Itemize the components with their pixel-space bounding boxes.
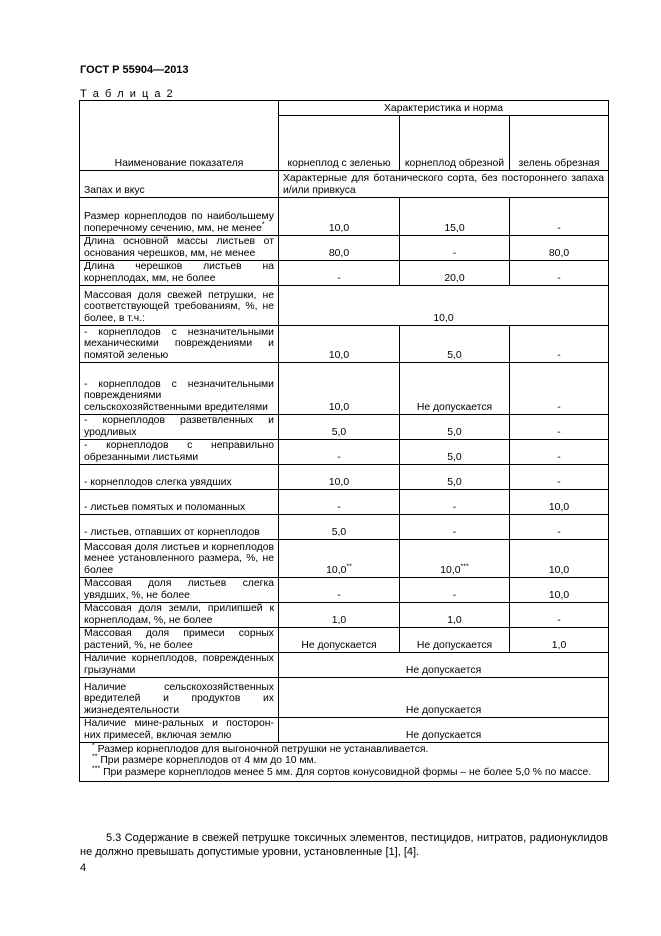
table-row <box>80 540 609 578</box>
row-value-text: 5,0 <box>447 451 462 463</box>
row-value-text: - <box>557 614 561 626</box>
row-name <box>80 363 279 415</box>
table-body <box>80 101 609 782</box>
row-value-text: - <box>557 451 561 463</box>
group-header: Характеристика и норма <box>279 101 609 116</box>
footnote-mark: *** <box>460 563 469 571</box>
row-value <box>400 326 510 363</box>
row-name-text: Массовая доля листьев и корнеплодов менее установленного размера, %, не более <box>84 541 274 576</box>
row-value <box>400 490 510 515</box>
row-name-text: - корнеплодов разветвленных и уродливых <box>84 415 274 438</box>
footnote-text: Размер корнеплодов для выгоночной петрушки не устанавливается. <box>97 744 429 755</box>
table-row <box>80 198 609 236</box>
row-value <box>279 465 400 490</box>
row-name-text: - корнеплодов с неправильно обрезанными листьями <box>84 440 274 463</box>
row-name <box>80 628 279 653</box>
row-name-text: - корнеплодов с незначительными механическими повреждениями и помятой зеленью <box>84 326 274 361</box>
row-name-text: Наличие сельскохозяйственных вредителей и продуктов их жизнедеятельности <box>84 681 274 716</box>
footnote-mark: * <box>92 742 95 750</box>
row-value-text: 10,0 <box>548 564 570 576</box>
row-name <box>80 653 279 678</box>
row-value <box>510 465 609 490</box>
row-value <box>400 440 510 465</box>
col-header-trimmed-greens: зелень обрезная <box>510 116 609 171</box>
row-name <box>80 490 279 515</box>
table-row <box>80 171 609 198</box>
table-row <box>80 236 609 261</box>
row-value <box>400 628 510 653</box>
row-value <box>510 440 609 465</box>
row-value-text: 20,0 <box>444 272 465 284</box>
row-value-text: - <box>557 476 561 488</box>
row-value-text: 5,0 <box>331 526 347 538</box>
row-value <box>510 540 609 578</box>
row-span-value: Не допускается <box>279 678 609 718</box>
col-header-trimmed-root: корнеплод обрезной <box>400 116 510 171</box>
footnote <box>84 755 604 766</box>
row-value <box>400 261 510 286</box>
table-row <box>80 628 609 653</box>
table-row <box>80 415 609 440</box>
row-span-value: Не допускается <box>279 718 609 743</box>
row-value-text: 10,0 <box>548 589 570 601</box>
row-value <box>510 628 609 653</box>
row-value <box>279 603 400 628</box>
row-value-text: 1,0 <box>551 639 567 651</box>
row-name <box>80 718 279 743</box>
row-value <box>400 363 510 415</box>
row-value <box>279 198 400 236</box>
row-value-text: 1,0 <box>331 614 347 626</box>
row-value <box>510 515 609 540</box>
footnote-text: При размере корнеплодов от 4 мм до 10 мм. <box>100 755 317 767</box>
table-row <box>80 678 609 718</box>
row-value-text: 5,0 <box>447 476 462 488</box>
row-name-text: - листьев помятых и поломанных <box>84 501 246 513</box>
footnote <box>84 767 604 778</box>
specification-table <box>79 100 609 782</box>
row-value <box>510 603 609 628</box>
row-name-text: - листьев, отпавших от корнеплодов <box>84 526 260 538</box>
row-name <box>80 236 279 261</box>
row-name <box>80 440 279 465</box>
row-value-text: - <box>557 222 561 234</box>
row-name <box>80 171 279 198</box>
row-name-text: Массовая доля примеси сорных растений, %, не более <box>84 628 274 651</box>
row-name-text: Массовая доля листьев слегка увядших, %, не более <box>84 578 274 601</box>
row-value-text: 10,0 <box>326 564 347 576</box>
table-row <box>80 286 609 326</box>
row-name <box>80 540 279 578</box>
row-value-text: Не допускается <box>416 639 493 651</box>
table-row <box>80 515 609 540</box>
row-value <box>279 540 400 578</box>
row-value <box>400 540 510 578</box>
row-value-text: - <box>337 272 341 284</box>
row-span-value: Не допускается <box>279 653 609 678</box>
row-value <box>510 326 609 363</box>
row-value-text: - <box>337 589 341 601</box>
row-value-text: 5,0 <box>331 426 347 438</box>
row-name <box>80 515 279 540</box>
col-header-with-greens: корнеплод с зеленью <box>279 116 400 171</box>
document-header: ГОСТ Р 55904—2013 <box>80 64 189 76</box>
row-value-text: Не допускается <box>301 639 377 651</box>
row-value-text: 5,0 <box>447 426 462 438</box>
table-row <box>80 578 609 603</box>
row-value-text: - <box>557 426 561 438</box>
row-value-text: 10,0 <box>328 222 350 234</box>
table-row <box>80 363 609 415</box>
row-value-text: - <box>337 451 341 463</box>
row-value-text: 10,0 <box>328 476 350 488</box>
row-value-text: 10,0 <box>440 564 461 576</box>
row-value <box>279 415 400 440</box>
row-value-text: 15,0 <box>444 222 465 234</box>
row-name <box>80 678 279 718</box>
row-value-text: - <box>337 501 341 513</box>
row-name <box>80 415 279 440</box>
row-name <box>80 261 279 286</box>
footnotes-row <box>80 743 609 782</box>
header-row <box>80 101 609 116</box>
row-name <box>80 603 279 628</box>
row-value <box>400 198 510 236</box>
row-value <box>400 603 510 628</box>
row-value <box>279 236 400 261</box>
row-value-text: - <box>557 526 561 538</box>
row-value <box>510 578 609 603</box>
row-name <box>80 198 279 236</box>
row-name-text: Размер корнеплодов по наибольшему поперечному сечению, мм, не менее <box>84 211 274 234</box>
row-value-text: Не допускается <box>416 401 493 413</box>
row-value <box>279 628 400 653</box>
footnote-text: При размере корнеплодов менее 5 мм. Для сортов конусовидной формы – не более 5,0 % по массе. <box>103 766 592 778</box>
row-value-text: 5,0 <box>447 349 462 361</box>
row-value <box>279 515 400 540</box>
row-name-text: Запах и вкус <box>84 184 145 196</box>
col-header-name: Наименование показателя <box>80 101 279 171</box>
table-row <box>80 465 609 490</box>
row-value <box>510 198 609 236</box>
row-name-text: - корнеплодов слегка увядших <box>84 476 232 488</box>
row-value <box>510 415 609 440</box>
footnote-mark: * <box>261 221 265 229</box>
row-value <box>400 578 510 603</box>
page-number: 4 <box>80 862 87 874</box>
row-name-text: Длина основной массы листьев от основания черешков, мм, не менее <box>84 236 274 259</box>
table-row <box>80 440 609 465</box>
row-value <box>510 490 609 515</box>
row-value-text: 10,0 <box>328 349 350 361</box>
row-value-text: - <box>557 401 561 413</box>
row-value <box>400 515 510 540</box>
table-row <box>80 326 609 363</box>
row-value <box>279 363 400 415</box>
row-name-text: Наличие корнеплодов, поврежденных грызунами <box>84 653 274 676</box>
footnote-mark: *** <box>92 765 101 773</box>
row-name <box>80 578 279 603</box>
row-value <box>279 326 400 363</box>
footnote <box>84 744 604 755</box>
row-value <box>279 261 400 286</box>
row-value-text: - <box>557 349 561 361</box>
footnote-mark: ** <box>92 753 98 761</box>
row-value-text: - <box>452 589 457 601</box>
row-value <box>279 578 400 603</box>
row-value-text: - <box>452 501 457 513</box>
row-name-text: Наличие мине-ральных и посторон-них примесей, включая землю <box>84 718 274 741</box>
row-value <box>510 236 609 261</box>
row-name <box>80 326 279 363</box>
footnotes <box>80 743 609 782</box>
row-value-text: 80,0 <box>328 247 350 259</box>
table-row <box>80 718 609 743</box>
row-value-text: - <box>557 272 561 284</box>
paragraph-5-3: 5.3 Содержание в свежей петрушке токсичных элементов, пестицидов, нитратов, радионуклидов не должно превышать допустимые уровни, установленные [1], [4]. <box>80 832 608 858</box>
row-value <box>400 236 510 261</box>
row-value-text: 10,0 <box>328 401 350 413</box>
row-value <box>400 465 510 490</box>
row-span-value: Характерные для ботанического сорта, без постороннего запаха и/или привкуса <box>279 171 609 198</box>
row-value-text: 1,0 <box>447 614 462 626</box>
table-row <box>80 261 609 286</box>
row-value <box>400 415 510 440</box>
row-value <box>510 363 609 415</box>
footnote-mark: ** <box>346 563 352 571</box>
row-name-text: - корнеплодов с незначительными повреждениями сельскохозяйственными вредителями <box>84 378 274 413</box>
row-value-text: - <box>452 247 457 259</box>
row-value-text: 10,0 <box>548 501 570 513</box>
row-name-text: Массовая доля земли, прилипшей к корнеплодам, %, не более <box>84 603 274 626</box>
row-name-text: Длина черешков листьев на корнеплодах, мм, не более <box>84 261 274 284</box>
row-name <box>80 286 279 326</box>
row-span-value: 10,0 <box>279 286 609 326</box>
row-value <box>510 261 609 286</box>
row-value-text: 80,0 <box>548 247 570 259</box>
row-name <box>80 465 279 490</box>
table-caption: Т а б л и ц а 2 <box>80 88 175 100</box>
row-value <box>279 490 400 515</box>
table-row <box>80 653 609 678</box>
table-row <box>80 490 609 515</box>
row-name-text: Массовая доля свежей петрушки, не соответствующей требованиям, %, не более, в т.ч.: <box>84 289 274 324</box>
table-row <box>80 603 609 628</box>
row-value <box>279 440 400 465</box>
row-value-text: - <box>452 526 457 538</box>
